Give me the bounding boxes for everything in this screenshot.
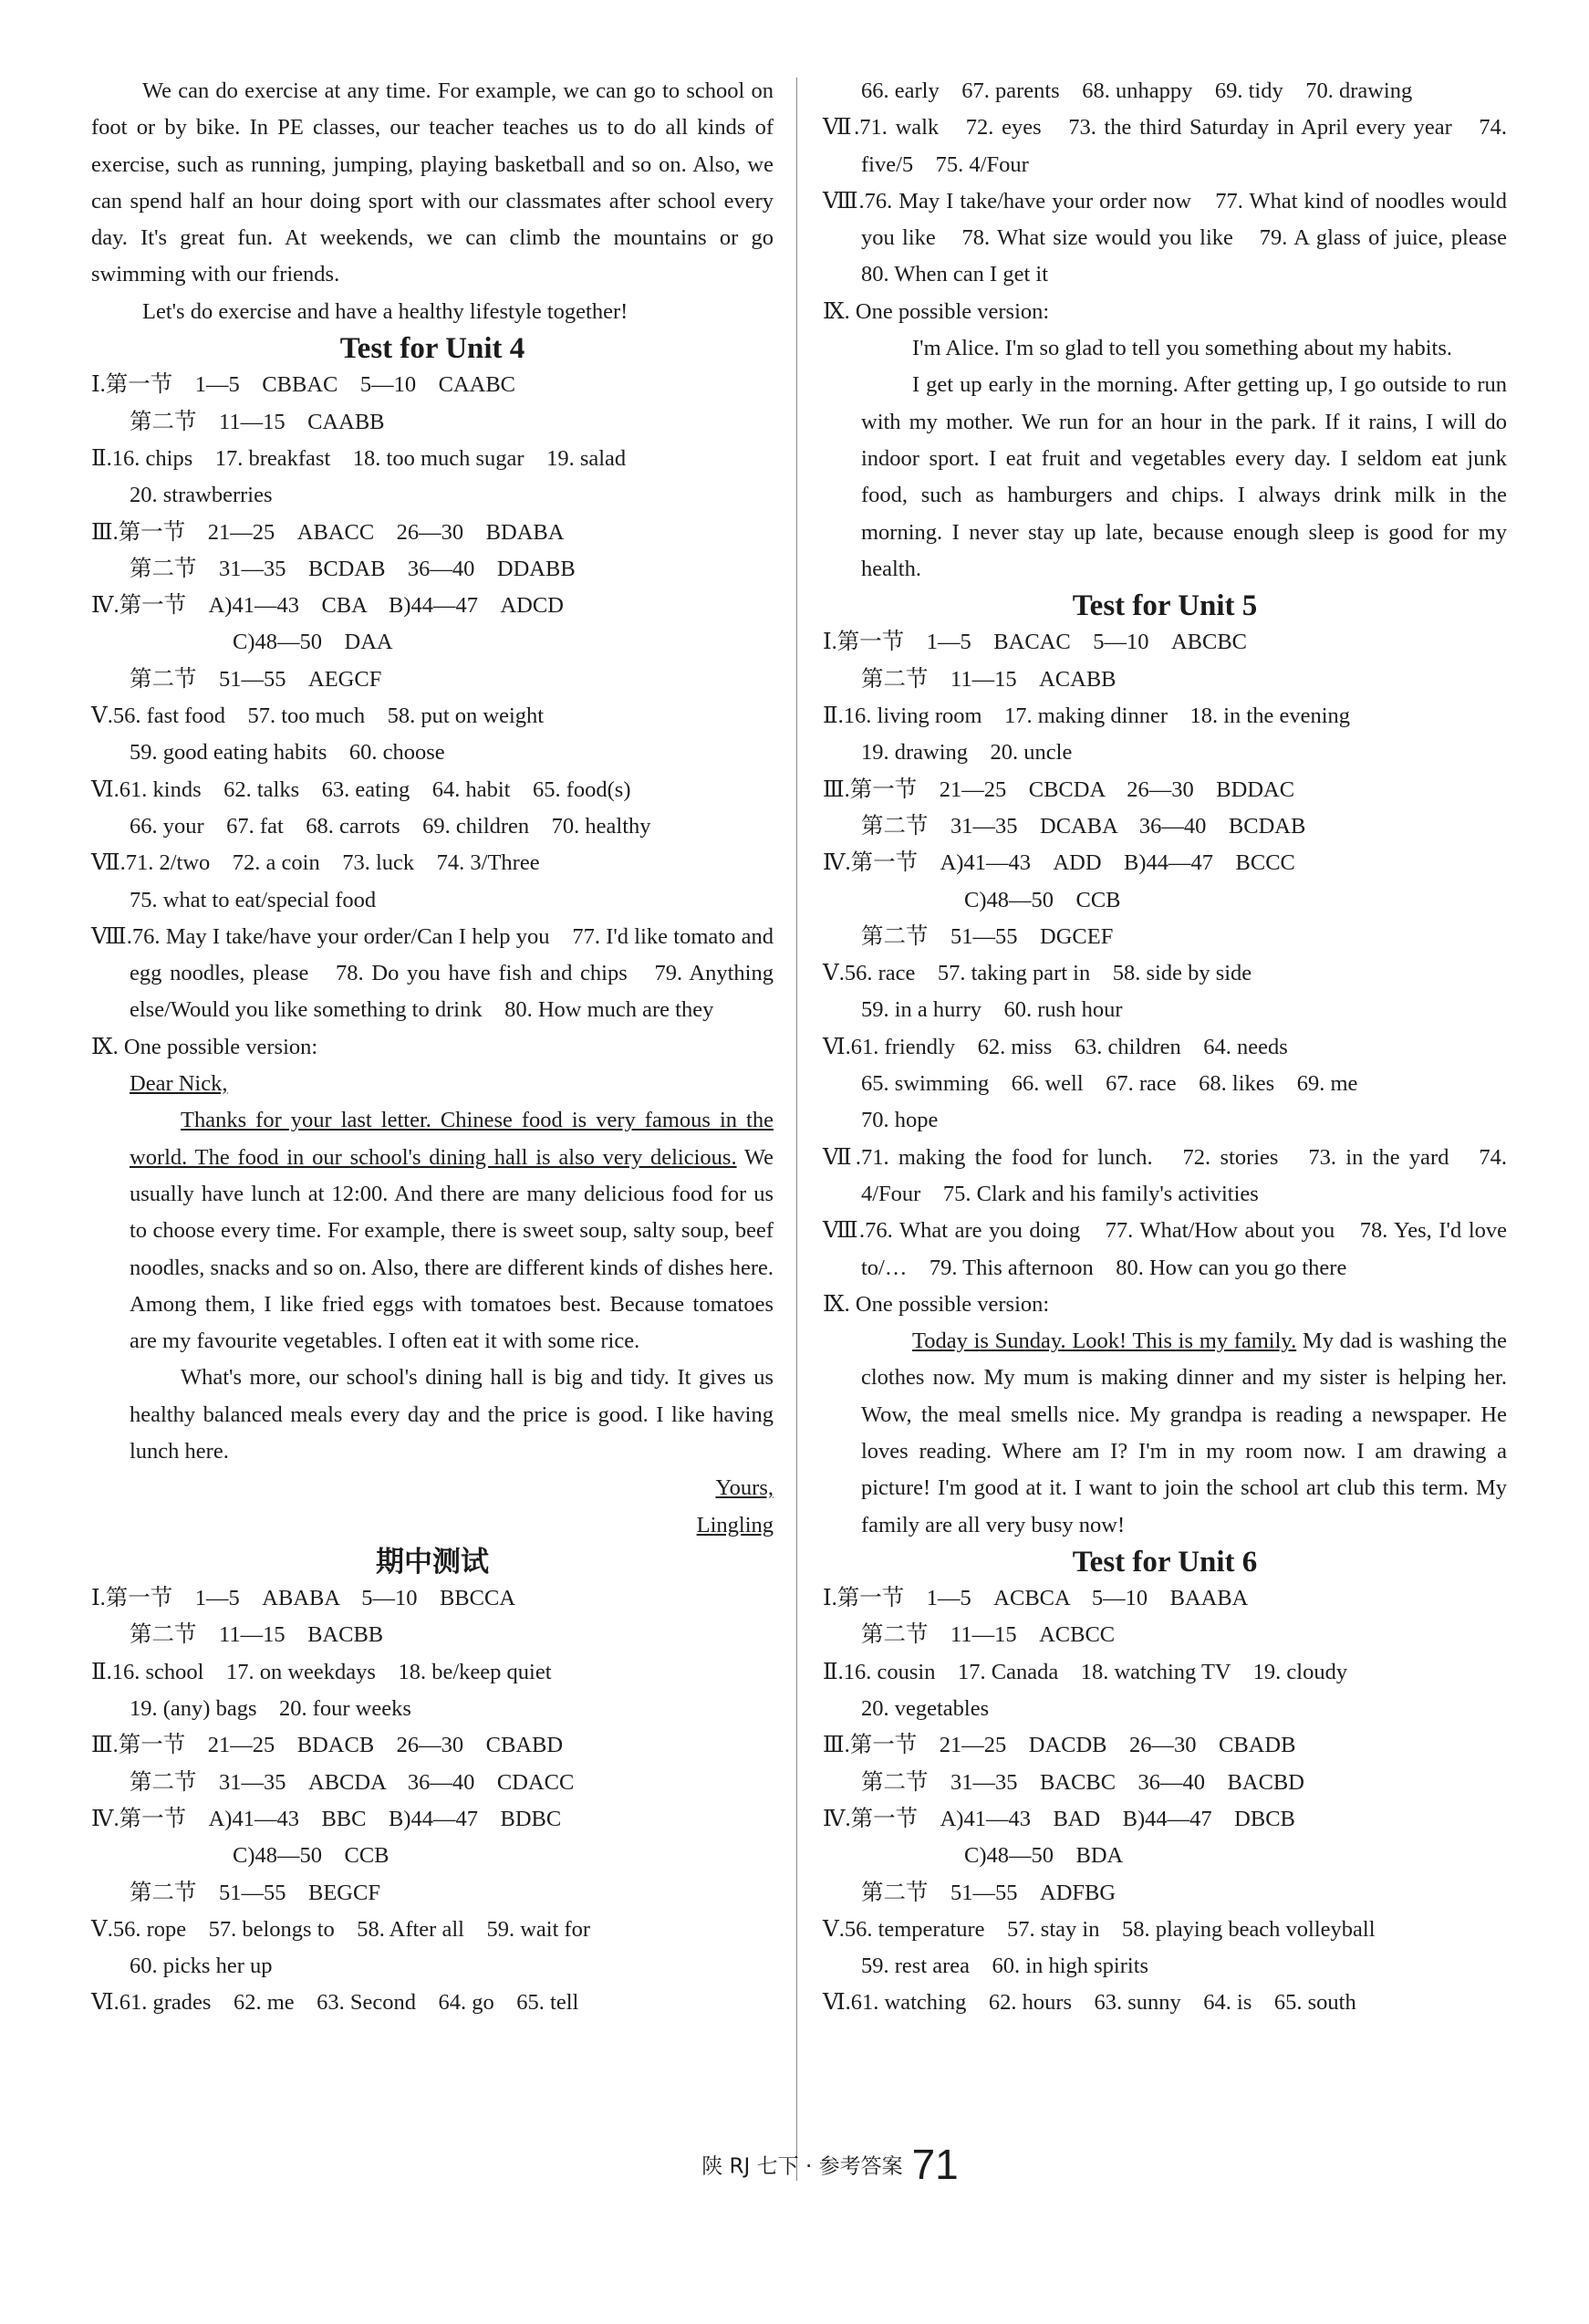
midterm-line-6: 第二节 31—35 ABCDA 36—40 CDACC — [130, 1769, 575, 1795]
page-footer — [639, 2140, 1022, 2189]
letter-underlined-sentence: Thanks for your last letter. Chinese food is very famous in the world. The food in our school's dining hall is also very delicious. — [130, 1108, 774, 1170]
unit6-title: Test for Unit 6 — [1072, 1545, 1258, 1579]
unit4-line-16: Ⅷ.76. May I take/have your order/Can I help you 77. I'd like tomato and egg noodles, please 78. Do you have fish and chips 79. Anything else/Would you like something to drink 80. How much are they — [91, 923, 774, 1023]
letter-greeting: Dear Nick, — [130, 1071, 228, 1097]
midterm-line-13: 66. early 67. parents 68. unhappy 69. tidy 70. drawing — [861, 78, 1413, 103]
unit5-line-13: 65. swimming 66. well 67. race 68. likes 69. me — [861, 1071, 1358, 1097]
column-divider — [796, 78, 797, 2181]
unit4-line-1: Ⅰ.第一节 1—5 CBBAC 5—10 CAABC — [91, 372, 516, 398]
midterm-line-14: Ⅶ.71. walk 72. eyes 73. the third Saturday in April every year 74. five/5 75. 4/Four — [823, 115, 1507, 177]
page-number: 71 — [911, 2141, 959, 2188]
unit4-line-11: 59. good eating habits 60. choose — [130, 740, 445, 766]
midterm-line-1: Ⅰ.第一节 1—5 ABABA 5—10 BBCCA — [91, 1586, 516, 1611]
unit4-line-12: Ⅵ.61. kinds 62. talks 63. eating 64. habit 65. food(s) — [91, 776, 631, 802]
family-essay-underlined: Today is Sunday. Look! This is my family. — [912, 1329, 1297, 1354]
unit4-line-7: Ⅳ.第一节 A)41—43 CBA B)44—47 ADCD — [91, 593, 564, 619]
letter-closing: Yours, — [715, 1475, 774, 1501]
unit4-line-13: 66. your 67. fat 68. carrots 69. children 70. healthy — [130, 813, 651, 839]
unit6-line-9: 第二节 51—55 ADFBG — [861, 1880, 1116, 1905]
unit4-line-14: Ⅶ.71. 2/two 72. a coin 73. luck 74. 3/Three — [91, 850, 540, 876]
unit6-line-8: C)48—50 BDA — [964, 1843, 1124, 1869]
midterm-line-11: 60. picks her up — [130, 1954, 273, 1979]
unit6-line-10: Ⅴ.56. temperature 57. stay in 58. playing beach volleyball — [823, 1916, 1376, 1942]
unit4-line-8: C)48—50 DAA — [233, 630, 393, 655]
family-essay — [823, 1323, 1507, 1544]
midterm-line-12: Ⅵ.61. grades 62. me 63. Second 64. go 65. tell — [91, 1990, 579, 2016]
unit6-line-12: Ⅵ.61. watching 62. hours 63. sunny 64. is 65. south — [823, 1990, 1356, 2016]
unit4-line-15: 75. what to eat/special food — [130, 887, 377, 912]
unit5-line-17: Ⅸ. One possible version: — [823, 1291, 1050, 1317]
unit4-line-9: 第二节 51—55 AEGCF — [130, 666, 382, 692]
letter-paragraph-1 — [91, 1102, 774, 1360]
unit5-line-14: 70. hope — [861, 1108, 939, 1133]
unit4-line-3: Ⅱ.16. chips 17. breakfast 18. too much sugar 19. salad — [91, 445, 627, 471]
unit5-line-5: Ⅲ.第一节 21—25 CBCDA 26—30 BDDAC — [823, 776, 1295, 802]
unit6-line-4: 20. vegetables — [861, 1696, 990, 1722]
letter-paragraph-1-rest: We usually have lunch at 12:00. And there are many delicious food for us to choose every time. For example, there is sweet soup, salty soup, beef noodles, snacks and so on. Also, there are different kinds of dishes here. Among them, I like fried eggs with tomatoes best. Because tomatoes are my favourite vegetables. I often eat it with some rice. — [130, 1144, 774, 1354]
midterm-line-4: 19. (any) bags 20. four weeks — [130, 1696, 411, 1722]
unit4-line-6: 第二节 31—35 BCDAB 36—40 DDABB — [130, 556, 576, 581]
midterm-line-5: Ⅲ.第一节 21—25 BDACB 26—30 CBABD — [91, 1733, 564, 1758]
letter-signature: Lingling — [696, 1512, 774, 1537]
unit6-line-6: 第二节 31—35 BACBC 36—40 BACBD — [861, 1769, 1304, 1795]
habits-essay-paragraph-2: I get up early in the morning. After getting up, I go outside to run with my mother. We run for an hour in the park. If it rains, I will do indoor sport. I eat fruit and vegetables every day. I seldom eat junk food, such as hamburgers and chips. I always drink milk in the morning. I never stay up late, because enough sleep is good for my health. — [861, 372, 1507, 581]
family-essay-rest: My dad is washing the clothes now. My mum is making dinner and my sister is helping her. Wow, the meal smells nice. My grandpa is reading a newspaper. He loves reading. Where am I? I'm in my room now. I am drawing a picture! I'm good at it. I want to join the school art club this term. My family are all very busy now! — [861, 1329, 1508, 1537]
unit5-line-12: Ⅵ.61. friendly 62. miss 63. children 64. needs — [823, 1034, 1288, 1059]
unit6-line-7: Ⅳ.第一节 A)41—43 BAD B)44—47 DBCB — [823, 1806, 1295, 1831]
exercise-paragraph-1: We can do exercise at any time. For example, we can go to school on foot or by bike. In PE classes, our teacher teaches us to do all kinds of exercise, such as running, jumping, playing basketball and so on. Also, we can spend half an hour doing sport with our classmates after school every day. It's great fun. At weekends, we can climb the mountains or go swimming with our friends. — [91, 78, 774, 287]
midterm-line-7: Ⅳ.第一节 A)41—43 BBC B)44—47 BDBC — [91, 1806, 562, 1831]
unit6-line-5: Ⅲ.第一节 21—25 DACDB 26—30 CBADB — [823, 1733, 1296, 1758]
unit6-line-2: 第二节 11—15 ACBCC — [861, 1622, 1116, 1648]
right-column — [823, 73, 1530, 2022]
unit4-line-4: 20. strawberries — [130, 483, 273, 508]
midterm-line-16: Ⅸ. One possible version: — [823, 298, 1050, 324]
unit6-line-1: Ⅰ.第一节 1—5 ACBCA 5—10 BAABA — [823, 1586, 1249, 1611]
unit5-line-3: Ⅱ.16. living room 17. making dinner 18. in the evening — [823, 703, 1351, 729]
unit4-title: Test for Unit 4 — [339, 332, 525, 366]
unit5-line-10: Ⅴ.56. race 57. taking part in 58. side by side — [823, 961, 1252, 986]
habits-essay-paragraph-1: I'm Alice. I'm so glad to tell you something about my habits. — [912, 336, 1452, 361]
unit6-line-3: Ⅱ.16. cousin 17. Canada 18. watching TV 19. cloudy — [823, 1659, 1348, 1684]
unit4-line-17: Ⅸ. One possible version: — [91, 1034, 318, 1059]
footer-label: 陕 RJ 七下 · 参考答案 — [701, 2154, 903, 2179]
unit5-line-7: Ⅳ.第一节 A)41—43 ADD B)44—47 BCCC — [823, 850, 1295, 876]
midterm-title: 期中测试 — [376, 1545, 489, 1579]
unit5-line-16: Ⅷ.76. What are you doing 77. What/How about you 78. Yes, I'd love to/… 79. This afternoon 80. How can you go there — [823, 1218, 1507, 1280]
unit5-line-2: 第二节 11—15 ACABB — [861, 666, 1116, 692]
midterm-line-9: 第二节 51—55 BEGCF — [130, 1880, 380, 1905]
midterm-line-3: Ⅱ.16. school 17. on weekdays 18. be/keep quiet — [91, 1659, 552, 1684]
unit4-line-10: Ⅴ.56. fast food 57. too much 58. put on weight — [91, 703, 545, 729]
unit5-line-6: 第二节 31—35 DCABA 36—40 BCDAB — [861, 813, 1306, 839]
unit5-line-8: C)48—50 CCB — [964, 887, 1121, 912]
unit6-line-11: 59. rest area 60. in high spirits — [861, 1954, 1149, 1979]
midterm-line-2: 第二节 11—15 BACBB — [130, 1622, 384, 1648]
unit5-line-4: 19. drawing 20. uncle — [861, 740, 1073, 766]
exercise-paragraph-2: Let's do exercise and have a healthy lifestyle together! — [142, 298, 628, 324]
unit4-line-5: Ⅲ.第一节 21—25 ABACC 26—30 BDABA — [91, 519, 565, 545]
midterm-line-10: Ⅴ.56. rope 57. belongs to 58. After all 59. wait for — [91, 1916, 591, 1942]
midterm-line-15: Ⅷ.76. May I take/have your order now 77. What kind of noodles would you like 78. What size would you like 79. A glass of juice, please 80. When can I get it — [823, 188, 1530, 287]
unit5-line-11: 59. in a hurry 60. rush hour — [861, 997, 1123, 1023]
midterm-line-8: C)48—50 CCB — [233, 1843, 389, 1869]
unit4-line-2: 第二节 11—15 CAABB — [130, 409, 385, 434]
left-column — [91, 73, 774, 2022]
unit5-line-9: 第二节 51—55 DGCEF — [861, 923, 1114, 949]
letter-paragraph-2: What's more, our school's dining hall is big and tidy. It gives us healthy balanced meals every day and the price is good. I like having lunch here. — [130, 1365, 774, 1464]
unit5-title: Test for Unit 5 — [1072, 589, 1258, 623]
unit5-line-1: Ⅰ.第一节 1—5 BACAC 5—10 ABCBC — [823, 630, 1248, 655]
unit5-line-15: Ⅶ.71. making the food for lunch. 72. stories 73. in the yard 74. 4/Four 75. Clark and his family's activities — [823, 1144, 1507, 1206]
